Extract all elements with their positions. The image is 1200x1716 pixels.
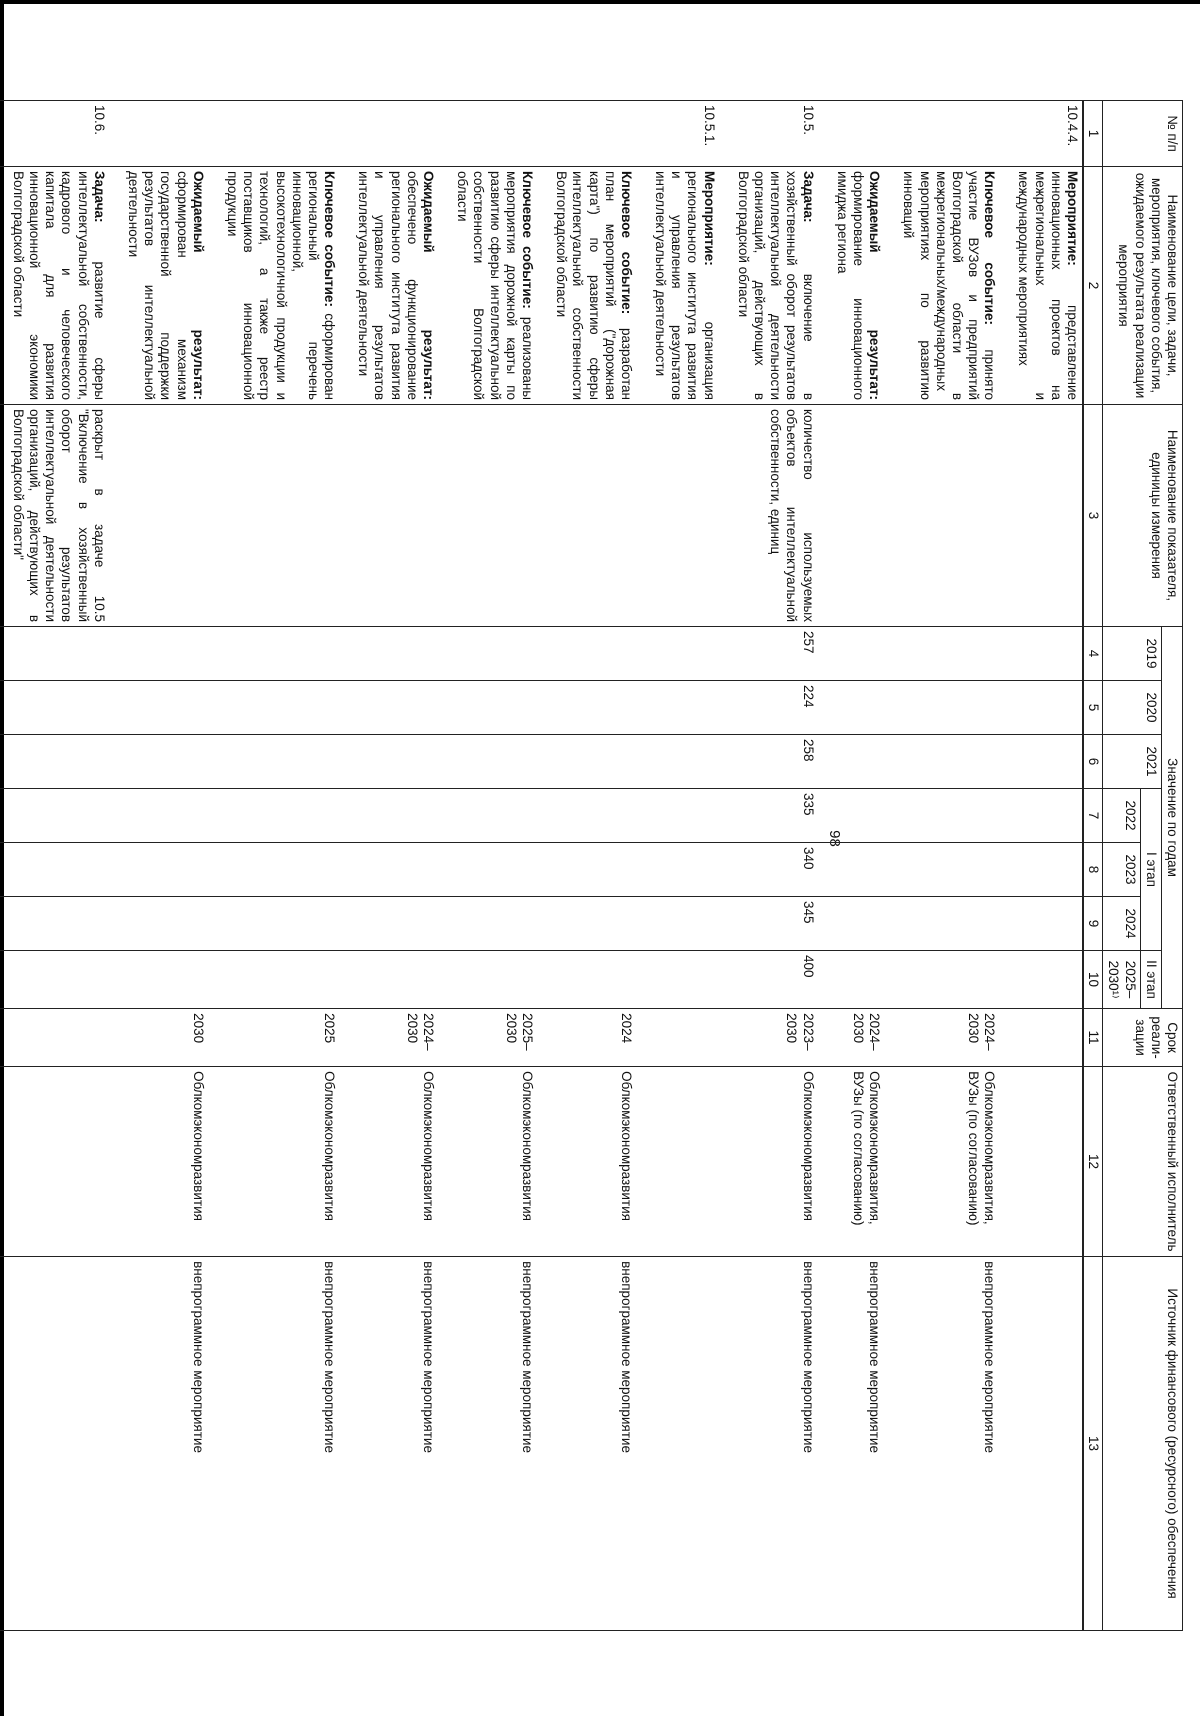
col-number: 4 — [1083, 627, 1103, 681]
indicator-cell: количество используемых объектов интеллектуальной собственности, единиц — [719, 405, 818, 627]
value-2019 — [537, 627, 636, 681]
table-row — [438, 101, 537, 1631]
responsible-cell — [0, 1067, 109, 1257]
responsible-cell: Облкомэкономразвития — [208, 1067, 339, 1257]
value-2021 — [438, 735, 537, 789]
row-number — [438, 101, 537, 167]
funding-cell: внепрограммное мероприятие — [884, 1257, 999, 1631]
funding-cell: внепрограммное мероприятие — [208, 1257, 339, 1631]
responsible-cell: Облкомэкономразвития — [438, 1067, 537, 1257]
header-stage-2: II этап — [1140, 951, 1161, 1009]
value-2019 — [0, 627, 109, 681]
table-row — [109, 101, 208, 1631]
value-2020 — [339, 681, 438, 735]
row-spacer — [440, 171, 454, 400]
value-2023 — [109, 843, 208, 897]
table-row — [636, 101, 719, 1631]
value-2022 — [0, 789, 109, 843]
row-number: 10.4.4. — [999, 101, 1083, 167]
indicator-cell — [884, 405, 999, 627]
value-2025-2030 — [999, 951, 1083, 1009]
value-2020 — [818, 681, 885, 735]
row-label: Ключевое событие: — [982, 171, 998, 325]
value-2020 — [537, 681, 636, 735]
value-2022 — [438, 789, 537, 843]
row-text: организация регионального института развития и управления результатов интеллектуальной деятельности — [653, 171, 717, 400]
header-stage-1: I этап — [1140, 789, 1161, 951]
table-row — [999, 101, 1083, 1631]
row-description — [818, 167, 885, 405]
row-number: 10.5.1. — [636, 101, 719, 167]
value-2022 — [818, 789, 885, 843]
value-2021 — [208, 735, 339, 789]
header-year-2021: 2021 — [1103, 735, 1162, 789]
value-2021 — [0, 735, 109, 789]
row-number: 10.5. — [719, 101, 818, 167]
row-label: Ключевое событие: — [322, 171, 338, 307]
header-responsible: Ответственный исполнитель — [1103, 1067, 1183, 1257]
row-spacer — [721, 171, 735, 400]
value-2023 — [537, 843, 636, 897]
term-cell: 2024 — [537, 1009, 636, 1067]
value-2019 — [208, 627, 339, 681]
value-2022 — [208, 789, 339, 843]
funding-cell: внепрограммное мероприятие — [818, 1257, 885, 1631]
page-number: 98 — [825, 830, 843, 847]
responsible-cell: Облкомэкономразвития — [537, 1067, 636, 1257]
funding-cell: внепрограммное мероприятие — [109, 1257, 208, 1631]
row-spacer — [638, 171, 652, 400]
col-number: 6 — [1083, 735, 1103, 789]
value-2020 — [208, 681, 339, 735]
header-year-2025-2030: 2025– 2030¹⁾ — [1103, 951, 1140, 1009]
col-number: 5 — [1083, 681, 1103, 735]
value-2024: 345 — [719, 897, 818, 951]
value-2019 — [884, 627, 999, 681]
row-number — [109, 101, 208, 167]
value-2021: 258 — [719, 735, 818, 789]
row-description — [208, 167, 339, 405]
term-cell: 2024– 2030 — [339, 1009, 438, 1067]
value-2024 — [999, 897, 1083, 951]
row-label: Задача: — [800, 171, 816, 223]
value-2020 — [0, 681, 109, 735]
value-2023 — [438, 843, 537, 897]
row-label: Мероприятие: — [1065, 171, 1081, 266]
table-row — [208, 101, 339, 1631]
row-text: разработан план мероприятий ("дорожная карта") по развитию сферы интеллектуальной собственности Волгоградской области — [554, 171, 634, 401]
value-2022 — [537, 789, 636, 843]
row-label: Мероприятие: — [701, 171, 717, 266]
col-number: 13 — [1083, 1257, 1103, 1631]
row-text: реализованы мероприятия дорожной карты по развитию сферы интеллектуальной собственности Волгоградской области — [455, 171, 535, 400]
col-number: 7 — [1083, 789, 1103, 843]
value-2024 — [636, 897, 719, 951]
row-text: сформирован механизм государственной поддержки результатов интеллектуальной деятельности — [126, 171, 190, 400]
funding-cell: внепрограммное мероприятие — [719, 1257, 818, 1631]
table-row — [339, 101, 438, 1631]
value-2019 — [636, 627, 719, 681]
row-description — [719, 167, 818, 405]
col-number: 2 — [1083, 167, 1103, 405]
funding-cell: внепрограммное мероприятие — [438, 1257, 537, 1631]
rotated-document — [10, 100, 1183, 1630]
table-row — [0, 101, 109, 1631]
table-row — [884, 101, 999, 1631]
funding-cell — [636, 1257, 719, 1631]
value-2025-2030 — [884, 951, 999, 1009]
row-spacer — [111, 171, 125, 400]
row-text: развитие сферы интеллектуальной собственности, кадрового и человеческого капитала для развития инновационной экономики Волгоградской области — [10, 171, 107, 400]
value-2024 — [208, 897, 339, 951]
row-label: Ключевое событие: — [520, 171, 535, 309]
value-2024 — [884, 897, 999, 951]
row-label: Ожидаемый результат: — [867, 171, 883, 400]
indicator-cell — [109, 405, 208, 627]
value-2025-2030 — [109, 951, 208, 1009]
row-number: 10.6. — [0, 101, 109, 167]
indicator-cell — [438, 405, 537, 627]
responsible-cell: Облкомэкономразвития — [719, 1067, 818, 1257]
value-2022: 335 — [719, 789, 818, 843]
funding-cell — [0, 1257, 109, 1631]
row-description — [999, 167, 1083, 405]
row-description — [339, 167, 438, 405]
header-year-2022: 2022 — [1103, 789, 1140, 843]
value-2021 — [884, 735, 999, 789]
funding-cell — [999, 1257, 1083, 1631]
row-spacer — [341, 171, 355, 400]
responsible-cell: Облкомэкономразвития — [339, 1067, 438, 1257]
funding-cell: внепрограммное мероприятие — [537, 1257, 636, 1631]
value-2023 — [884, 843, 999, 897]
col-number: 10 — [1083, 951, 1103, 1009]
responsible-cell: Облкомэкономразвития — [109, 1067, 208, 1257]
row-text: формирование инновационного имиджа региона — [834, 171, 866, 400]
value-2023: 340 — [719, 843, 818, 897]
term-cell: 2025– 2030 — [438, 1009, 537, 1067]
value-2025-2030 — [537, 951, 636, 1009]
row-text: включение в хозяйственный оборот результатов интеллектуальной деятельности организаций, действующих в Волгоградской области — [735, 171, 816, 400]
term-cell — [999, 1009, 1083, 1067]
indicator-cell: раскрыт в задаче 10.5 "Включение в хозяйственный оборот результатов интеллектуальной деятельности организаций, действующих в Волгоградской области" — [0, 405, 109, 627]
value-2021 — [999, 735, 1083, 789]
term-cell: 2023– 2030 — [719, 1009, 818, 1067]
value-2020 — [884, 681, 999, 735]
table-row — [719, 101, 818, 1631]
header-funding: Источник финансового (ресурсного) обеспечения — [1103, 1257, 1183, 1631]
value-2022 — [884, 789, 999, 843]
row-spacer — [886, 171, 900, 400]
scan-border-top — [0, 0, 1200, 4]
value-2021 — [818, 735, 885, 789]
term-cell: 2024– 2030 — [884, 1009, 999, 1067]
term-cell: 2030 — [109, 1009, 208, 1067]
row-spacer — [539, 171, 553, 400]
value-2020 — [999, 681, 1083, 735]
header-term: Срок реали- зации — [1103, 1009, 1183, 1067]
value-2024 — [438, 897, 537, 951]
value-2020: 224 — [719, 681, 818, 735]
row-spacer — [1001, 171, 1015, 400]
value-2024 — [537, 897, 636, 951]
header-values-by-year: Значение по годам — [1161, 627, 1182, 1009]
row-label: Задача: — [91, 171, 107, 223]
col-number: 11 — [1083, 1009, 1103, 1067]
value-2020 — [438, 681, 537, 735]
row-label: Ожидаемый результат: — [421, 171, 437, 400]
value-2023 — [0, 843, 109, 897]
row-number — [884, 101, 999, 167]
col-number: 1 — [1083, 101, 1103, 167]
row-spacer — [0, 171, 10, 400]
row-text: сформирован региональный перечень инновационной, высокотехнологичной продукции и технологий, а также реестр поставщиков инновационной продукции — [225, 171, 338, 401]
value-2024 — [339, 897, 438, 951]
table-body — [0, 101, 1083, 1631]
table-row — [537, 101, 636, 1631]
responsible-cell — [999, 1067, 1083, 1257]
value-2022 — [636, 789, 719, 843]
value-2019 — [438, 627, 537, 681]
value-2020 — [636, 681, 719, 735]
row-description — [884, 167, 999, 405]
term-cell — [636, 1009, 719, 1067]
header-year-2024: 2024 — [1103, 897, 1140, 951]
header-indicator: Наименование показателя, единицы измерения — [1103, 405, 1183, 627]
value-2022 — [339, 789, 438, 843]
row-number — [339, 101, 438, 167]
value-2022 — [109, 789, 208, 843]
header-year-2019: 2019 — [1103, 627, 1162, 681]
value-2023 — [208, 843, 339, 897]
responsible-cell: Облкомэкономразвития, ВУЗы (по согласованию) — [884, 1067, 999, 1257]
value-2021 — [109, 735, 208, 789]
responsible-cell: Облкомэкономразвития, ВУЗы (по согласованию) — [818, 1067, 885, 1257]
indicator-cell — [339, 405, 438, 627]
value-2025-2030 — [339, 951, 438, 1009]
value-2022 — [999, 789, 1083, 843]
value-2021 — [339, 735, 438, 789]
row-number — [818, 101, 885, 167]
row-description — [438, 167, 537, 405]
value-2023 — [636, 843, 719, 897]
value-2025-2030 — [818, 951, 885, 1009]
value-2020 — [109, 681, 208, 735]
header-year-2023: 2023 — [1103, 843, 1140, 897]
value-2024 — [818, 897, 885, 951]
col-number: 8 — [1083, 843, 1103, 897]
value-2019 — [339, 627, 438, 681]
indicator-cell — [537, 405, 636, 627]
value-2025-2030 — [208, 951, 339, 1009]
col-number: 9 — [1083, 897, 1103, 951]
value-2023 — [339, 843, 438, 897]
indicator-cell — [636, 405, 719, 627]
value-2023 — [818, 843, 885, 897]
row-text: принято участие ВУЗов и предприятий Волгоградской области в межрегиональных/международных мероприятиях по развитию инноваций — [901, 171, 998, 401]
value-2021 — [537, 735, 636, 789]
indicator-cell — [208, 405, 339, 627]
row-description — [0, 167, 109, 405]
header-name: Наименование цели, задачи, мероприятия, ключевого события, ожидаемого результата реализации мероприятия — [1103, 167, 1183, 405]
value-2019 — [818, 627, 885, 681]
value-2023 — [999, 843, 1083, 897]
row-description — [109, 167, 208, 405]
row-description — [636, 167, 719, 405]
funding-cell: внепрограммное мероприятие — [339, 1257, 438, 1631]
row-label: Ожидаемый результат: — [190, 171, 206, 400]
term-cell: 2024– 2030 — [818, 1009, 885, 1067]
value-2024 — [0, 897, 109, 951]
value-2019 — [999, 627, 1083, 681]
term-cell: 2025 — [208, 1009, 339, 1067]
row-label: Ключевое событие: — [618, 171, 634, 315]
indicator-cell — [999, 405, 1083, 627]
header-year-2020: 2020 — [1103, 681, 1162, 735]
table-row — [818, 101, 885, 1631]
row-spacer — [820, 171, 834, 400]
value-2021 — [636, 735, 719, 789]
row-text: обеспечено функционирование регионального института развития и управления результатов интеллектуальной деятельности — [356, 171, 420, 400]
col-number: 3 — [1083, 405, 1103, 627]
value-2025-2030 — [636, 951, 719, 1009]
value-2024 — [109, 897, 208, 951]
term-cell — [0, 1009, 109, 1067]
value-2019: 257 — [719, 627, 818, 681]
value-2025-2030 — [0, 951, 109, 1009]
row-text: представление инновационных проектов на межрегиональных и международных мероприятиях — [1016, 171, 1081, 400]
program-table — [0, 100, 1183, 1631]
value-2025-2030 — [438, 951, 537, 1009]
header-num: № п/п — [1103, 101, 1183, 167]
responsible-cell — [636, 1067, 719, 1257]
indicator-cell — [818, 405, 885, 627]
row-description — [537, 167, 636, 405]
row-spacer — [210, 171, 224, 400]
value-2019 — [109, 627, 208, 681]
col-number: 12 — [1083, 1067, 1103, 1257]
row-number — [537, 101, 636, 167]
value-2025-2030: 400 — [719, 951, 818, 1009]
row-number — [208, 101, 339, 167]
